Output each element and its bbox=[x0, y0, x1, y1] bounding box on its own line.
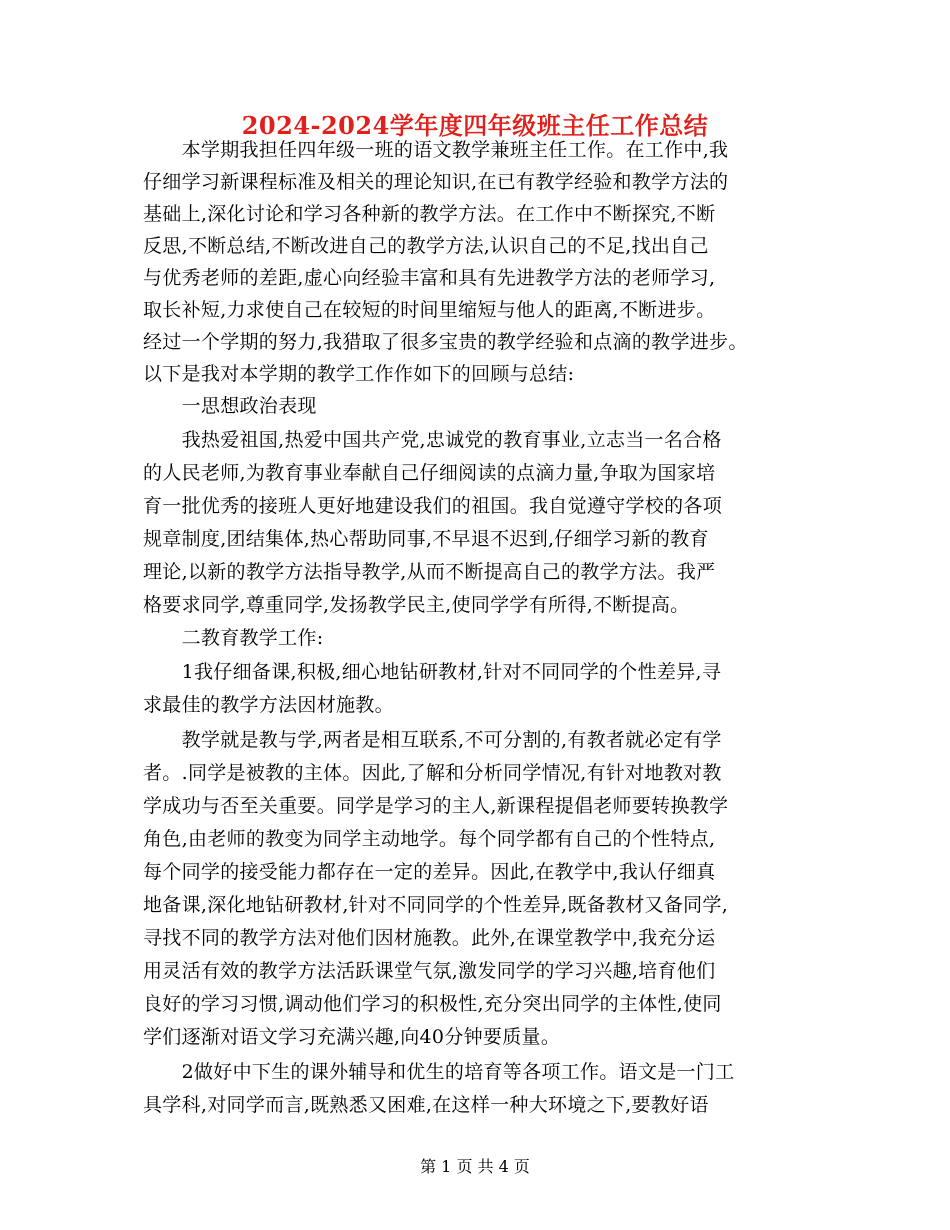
body-line: 的人民老师,为教育事业奉献自己仔细阅读的点滴力量,争取为国家培 bbox=[143, 462, 716, 484]
body-line: 学成功与否至关重要。同学是学习的主人,新课程提倡老师要转换教学 bbox=[143, 795, 729, 817]
page-footer: 第 1 页 共 4 页 bbox=[420, 1157, 530, 1176]
body-line: 育一批优秀的接班人更好地建设我们的祖国。我自觉遵守学校的各项 bbox=[143, 495, 723, 517]
body-line: 良好的学习习惯,调动他们学习的积极性,充分突出同学的主体性,使同 bbox=[143, 993, 722, 1015]
body-line: 每个同学的接受能力都存在一定的差异。因此,在教学中,我认仔细真 bbox=[143, 861, 716, 883]
body-line: 经过一个学期的努力,我猎取了很多宝贵的教学经验和点滴的教学进步。 bbox=[143, 331, 748, 353]
body-line: 地备课,深化地钻研教材,针对不同同学的个性差异,既备教材又备同学, bbox=[143, 894, 729, 916]
body-line: 1我仔细备课,积极,细心地钻研教材,针对不同同学的个性差异,寻 bbox=[143, 661, 722, 683]
document-title: 2024-2024学年度四年级班主任工作总结 bbox=[241, 111, 709, 140]
body-line: 基础上,深化讨论和学习各种新的教学方法。在工作中不断探究,不断 bbox=[143, 203, 716, 225]
body-line: 理论,以新的教学方法指导教学,从而不断提高自己的教学方法。我严 bbox=[143, 561, 716, 583]
body-line: 格要求同学,尊重同学,发扬教学民主,使同学学有所得,不断提高。 bbox=[143, 594, 690, 616]
body-line: 教学就是教与学,两者是相互联系,不可分割的,有教者就必定有学 bbox=[143, 729, 722, 751]
body-line: 规章制度,团结集体,热心帮助同事,不早退不迟到,仔细学习新的教育 bbox=[143, 528, 709, 550]
body-line: 具学科,对同学而言,既熟悉又困难,在这样一种大环境之下,要教好语 bbox=[143, 1094, 709, 1116]
body-line: 以下是我对本学期的教学工作作如下的回顾与总结: bbox=[143, 363, 575, 385]
body-line: 反思,不断总结,不断改进自己的教学方法,认识自己的不足,找出自己 bbox=[143, 235, 709, 257]
section-heading: 一思想政治表现 bbox=[143, 395, 317, 417]
body-line: 与优秀老师的差距,虚心向经验丰富和具有先进教学方法的老师学习, bbox=[143, 267, 716, 289]
body-line: 者。.同学是被教的主体。因此,了解和分析同学情况,有针对地教对教 bbox=[143, 762, 722, 784]
body-line: 角色,由老师的教变为同学主动地学。每个同学都有自己的个性特点, bbox=[143, 828, 716, 850]
body-line: 求最佳的教学方法因材施教。 bbox=[143, 694, 394, 716]
body-line: 2做好中下生的课外辅导和优生的培育等各项工作。语文是一门工 bbox=[143, 1061, 735, 1083]
body-line: 仔细学习新课程标准及相关的理论知识,在已有教学经验和教学方法的 bbox=[143, 171, 729, 193]
body-line: 取长补短,力求使自己在较短的时间里缩短与他人的距离,不断进步。 bbox=[143, 299, 716, 321]
section-heading: 二教育教学工作: bbox=[143, 627, 324, 649]
body-line: 本学期我担任四年级一班的语文教学兼班主任工作。在工作中,我 bbox=[143, 139, 729, 161]
body-line: 学们逐渐对语文学习充满兴趣,向40分钟要质量。 bbox=[143, 1026, 561, 1048]
body-line: 寻找不同的教学方法对他们因材施教。此外,在课堂教学中,我充分运 bbox=[143, 927, 716, 949]
body-line: 用灵活有效的教学方法活跃课堂气氛,激发同学的学习兴趣,培育他们 bbox=[143, 960, 716, 982]
body-line: 我热爱祖国,热爱中国共产党,忠诚党的教育事业,立志当一名合格 bbox=[143, 429, 722, 451]
